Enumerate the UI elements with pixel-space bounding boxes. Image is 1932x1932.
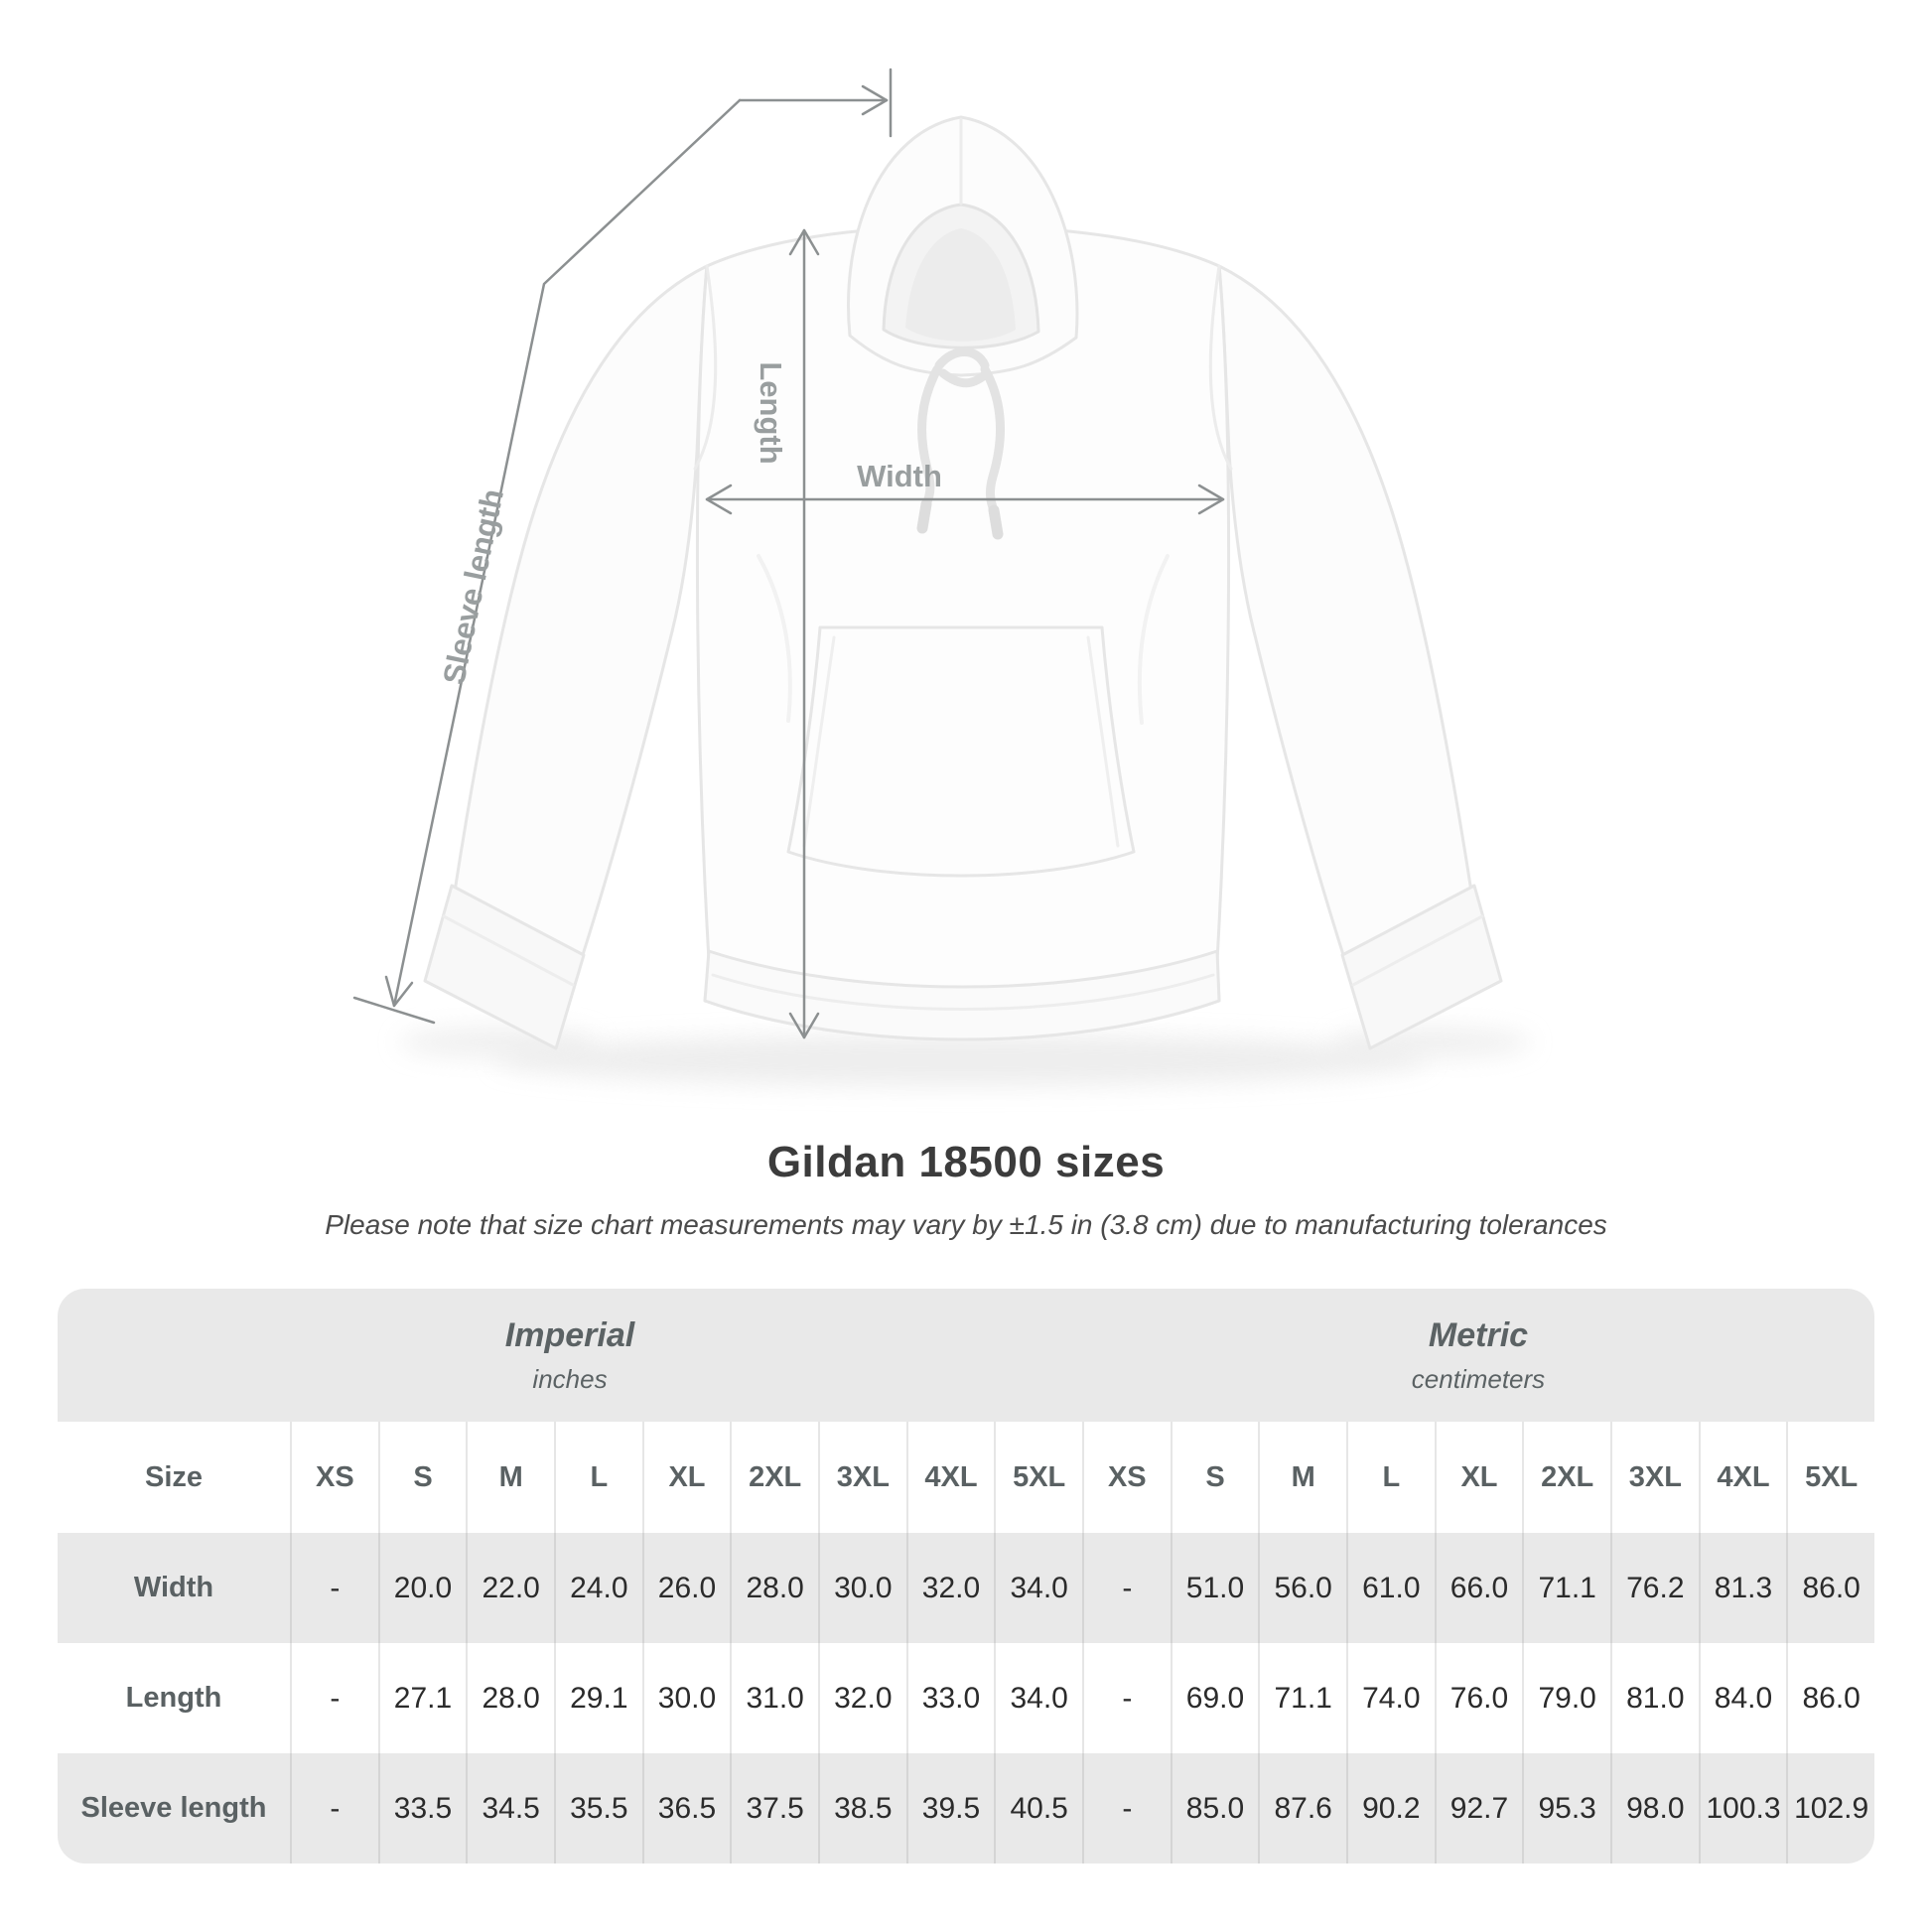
size-col-header: 4XL [1699,1422,1787,1533]
table-cell: 85.0 [1171,1753,1259,1863]
table-cell: 79.0 [1522,1643,1610,1753]
size-header-row [58,1422,1874,1533]
width-label: Width [857,459,942,493]
size-col-header: 2XL [730,1422,818,1533]
table-cell: 32.0 [818,1643,906,1753]
table-row-sleeve-length [58,1753,1874,1863]
table-cell: - [1082,1533,1171,1643]
row-label: Width [133,1572,214,1603]
right-sleeve [1219,266,1471,961]
table-cell: 81.0 [1610,1643,1699,1753]
table-cell: 33.5 [378,1753,467,1863]
table-cell: 40.5 [994,1753,1082,1863]
size-col-header: 4XL [906,1422,995,1533]
table-cell: 30.0 [642,1643,731,1753]
length-label: Length [754,361,788,465]
row-label: Length [125,1682,222,1714]
table-cell: 36.5 [642,1753,731,1863]
table-cell: 33.0 [906,1643,995,1753]
table-cell: 90.2 [1346,1753,1435,1863]
size-col-header: 5XL [994,1422,1082,1533]
size-col-header: 3XL [818,1422,906,1533]
table-cell: 84.0 [1699,1643,1787,1753]
table-row-width [58,1533,1874,1643]
kangaroo-pocket [788,627,1134,876]
table-cell: 34.0 [994,1643,1082,1753]
tolerance-note: Please note that size chart measurements may vary by ±1.5 in (3.8 cm) due to manufacturing tolerances [325,1209,1607,1240]
size-col-header: 2XL [1522,1422,1610,1533]
table-cell: - [290,1643,378,1753]
table-cell: 28.0 [730,1533,818,1643]
size-col-header: S [378,1422,467,1533]
size-col-header: M [1258,1422,1346,1533]
table-cell: - [290,1753,378,1863]
table-cell: 29.1 [554,1643,642,1753]
imperial-unit-group [58,1289,1082,1422]
table-cell: 24.0 [554,1533,642,1643]
table-cell: 51.0 [1171,1533,1259,1643]
imperial-label: Imperial [504,1315,635,1354]
table-cell: 34.0 [994,1533,1082,1643]
metric-unit-group [1082,1289,1874,1422]
table-cell: - [1082,1753,1171,1863]
row-label: Sleeve length [80,1792,267,1824]
table-cell: 26.0 [642,1533,731,1643]
table-cell: 95.3 [1522,1753,1610,1863]
table-cell: 92.7 [1435,1753,1523,1863]
table-cell: 76.2 [1610,1533,1699,1643]
table-cell: 38.5 [818,1753,906,1863]
table-cell: 61.0 [1346,1533,1435,1643]
table-cell: 30.0 [818,1533,906,1643]
table-cell: 22.0 [466,1533,554,1643]
unit-header-band [58,1289,1874,1422]
table-cell: 86.0 [1786,1533,1874,1643]
table-cell: 98.0 [1610,1753,1699,1863]
table-cell: 35.5 [554,1753,642,1863]
table-cell: 81.3 [1699,1533,1787,1643]
size-col-header: XL [642,1422,731,1533]
table-cell: 69.0 [1171,1643,1259,1753]
table-row-length [58,1643,1874,1753]
metric-sublabel: centimeters [1411,1363,1546,1394]
table-cell: 76.0 [1435,1643,1523,1753]
table-cell: 86.0 [1786,1643,1874,1753]
size-table [58,1289,1874,1863]
table-cell: 39.5 [906,1753,995,1863]
metric-label: Metric [1428,1315,1529,1354]
table-cell: 37.5 [730,1753,818,1863]
size-col-header: XL [1435,1422,1523,1533]
table-cell: - [1082,1643,1171,1753]
table-cell: 71.1 [1522,1533,1610,1643]
size-col-header: XS [1082,1422,1171,1533]
table-cell: 56.0 [1258,1533,1346,1643]
size-col-header: M [466,1422,554,1533]
size-col-header: XS [290,1422,378,1533]
size-col-header: L [554,1422,642,1533]
table-cell: 74.0 [1346,1643,1435,1753]
size-col-header: 3XL [1610,1422,1699,1533]
table-cell: 100.3 [1699,1753,1787,1863]
table-cell: 28.0 [466,1643,554,1753]
table-cell: 31.0 [730,1643,818,1753]
table-cell: 102.9 [1786,1753,1874,1863]
imperial-sublabel: inches [532,1363,608,1394]
size-col-header: S [1171,1422,1259,1533]
sleeve-length-label: Sleeve length [436,485,511,688]
table-cell: 66.0 [1435,1533,1523,1643]
size-col-header: 5XL [1786,1422,1874,1533]
table-cell: 32.0 [906,1533,995,1643]
size-col-header: L [1346,1422,1435,1533]
table-cell: 27.1 [378,1643,467,1753]
table-cell: 87.6 [1258,1753,1346,1863]
table-cell: 71.1 [1258,1643,1346,1753]
page-title: Gildan 18500 sizes [766,1138,1166,1186]
hoodie-garment [425,117,1501,1048]
size-corner-header: Size [144,1460,204,1493]
table-cell: 20.0 [378,1533,467,1643]
left-sleeve [455,266,707,961]
table-cell: - [290,1533,378,1643]
table-cell: 34.5 [466,1753,554,1863]
